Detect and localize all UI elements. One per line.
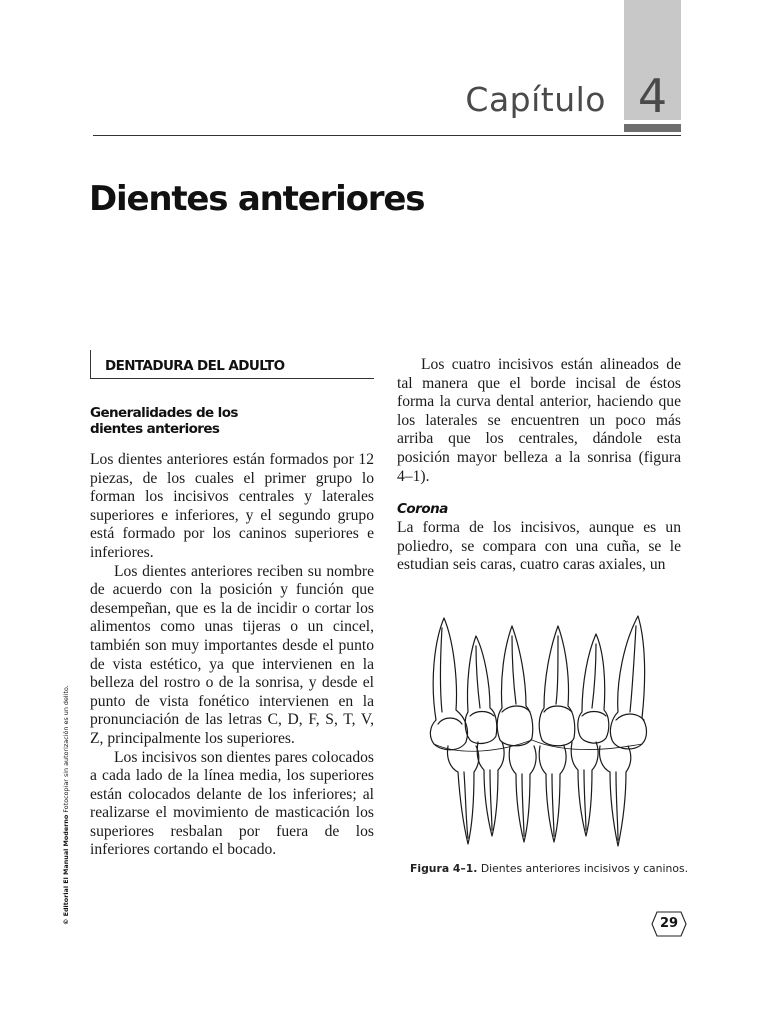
subheading bbox=[90, 405, 374, 437]
lower-left-central-incisor bbox=[509, 746, 536, 842]
corona-subheading: Corona bbox=[397, 501, 448, 518]
teeth-illustration bbox=[420, 612, 660, 857]
header-rule bbox=[93, 135, 681, 136]
paragraph: La forma de los incisivos, aunque es un poliedro, se compara con una cuña, se le estudian seis caras, cuatro caras axiales, un bbox=[397, 519, 681, 574]
figure-label: Figura 4–1. bbox=[410, 862, 478, 875]
chapter-number: 4 bbox=[637, 69, 668, 123]
section-heading: DENTADURA DEL ADULTO bbox=[105, 358, 285, 374]
upper-right-central-incisor bbox=[539, 626, 575, 746]
lower-right-canine-tooth bbox=[599, 746, 630, 846]
subheading-line-2: dientes anteriores bbox=[90, 421, 220, 437]
page-title: Dientes anteriores bbox=[89, 179, 425, 219]
left-column bbox=[90, 350, 374, 860]
paragraph: Los incisivos son dientes pares colocados a cada lado de la línea media, los superiores están colocados delante de los inferiores; al realizarse el movimiento de masticación los superiores resbalan por fuera de los inferiores cortando el bocado. bbox=[90, 748, 374, 859]
upper-left-canine-tooth bbox=[430, 618, 467, 750]
lower-right-lateral-incisor bbox=[571, 742, 598, 836]
page-number: 29 bbox=[659, 916, 679, 931]
upper-left-central-incisor bbox=[497, 626, 533, 746]
paragraph: Los cuatro incisivos están alineados de tal manera que el borde incisal de éstos forma la curva dental anterior, haciendo que los laterales se encuentren un poco más arriba que los centrales, dándole esta posición mayor belleza a la sonrisa (figura 4–1). bbox=[397, 356, 681, 485]
upper-left-lateral-incisor bbox=[465, 636, 497, 743]
lower-left-lateral-incisor bbox=[477, 742, 504, 836]
figure-caption-text: Dientes anteriores incisivos y caninos. bbox=[480, 862, 689, 875]
copyright-text: © Editorial El Manual Moderno bbox=[62, 814, 70, 925]
right-column bbox=[397, 356, 681, 575]
section-heading-box bbox=[90, 350, 374, 379]
chapter-label: Capítulo bbox=[465, 80, 606, 119]
subheading-line-1: Generalidades de los bbox=[90, 405, 238, 421]
lower-left-canine-tooth bbox=[447, 746, 478, 844]
copy-warning-text: Fotocopiar sin autorización es un delito. bbox=[62, 685, 70, 813]
copyright-side-note bbox=[62, 685, 70, 925]
upper-right-lateral-incisor bbox=[578, 634, 609, 743]
upper-right-canine-tooth bbox=[610, 616, 646, 749]
lower-right-central-incisor bbox=[539, 746, 566, 842]
paragraph: Los dientes anteriores están formados por 12 piezas, de los cuales el primer grupo lo forman los incisivos centrales y laterales superiores e inferiores, y el segundo grupo está formado por los caninos superiores e inferiores. bbox=[90, 451, 374, 561]
figure-caption bbox=[410, 862, 689, 876]
paragraph: Los dientes anteriores reciben su nombre de acuerdo con la posición y función que desempeñan, que es la de incidir o cortar los alimentos como unas tijeras o un cincel, también son muy importantes desde el punto de vista estético, ya que intervienen en la belleza del rostro o de la sonrisa, y desde el punto de vista fonético intervienen en la pronunciación de las letras C, D, F, S, T, V, Z, principalmente los superiores. bbox=[90, 562, 374, 747]
